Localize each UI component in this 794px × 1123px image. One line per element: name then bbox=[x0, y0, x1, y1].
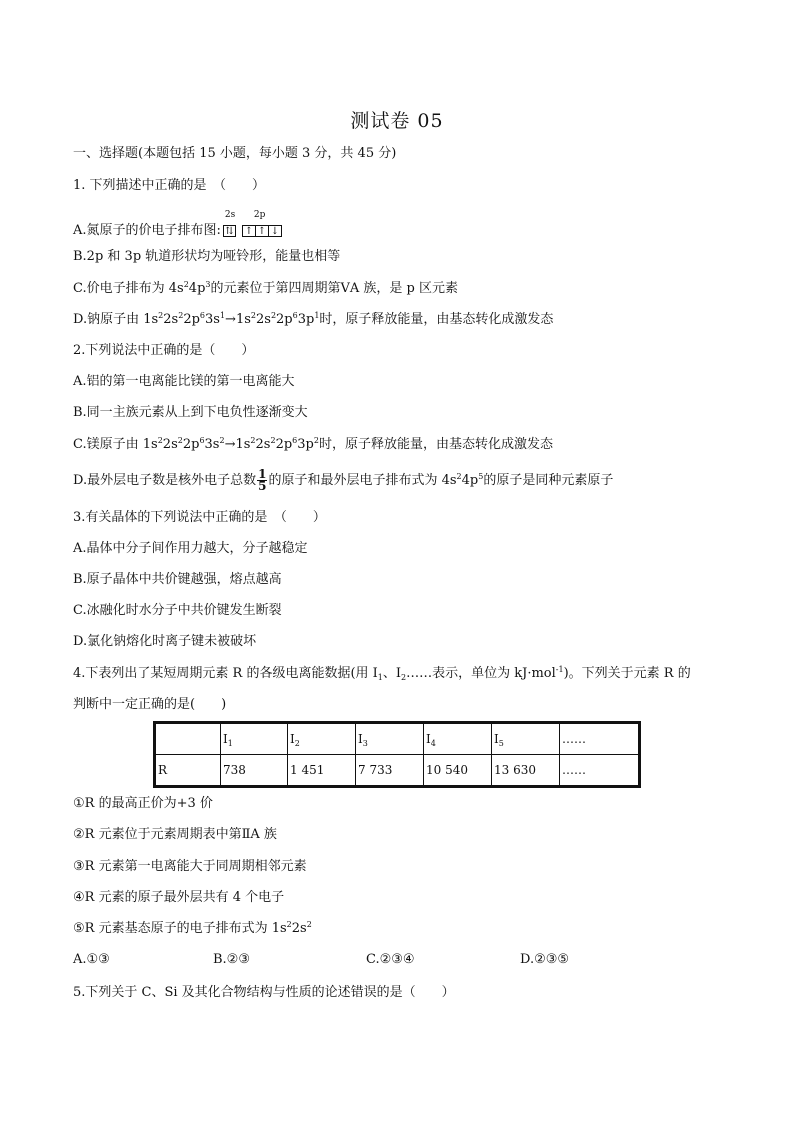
ionization-energy-table bbox=[153, 721, 641, 788]
table-header-cell: $I_3$ bbox=[356, 723, 424, 755]
orbital-2p-box-2: ↑ bbox=[255, 225, 269, 237]
section-heading: 一、选择题(本题包括 15 小题，每小题 3 分，共 45 分) bbox=[73, 146, 397, 161]
q2-option-b: B.同一主族元素从上到下电负性逐渐变大 bbox=[73, 405, 308, 420]
q5-stem: 5.下列关于 C、Si 及其化合物结构与性质的论述错误的是（ ） bbox=[73, 985, 455, 1000]
table-cell: 1 451 bbox=[288, 755, 356, 787]
q1-option-a bbox=[73, 210, 291, 240]
table-cell: 738 bbox=[221, 755, 288, 787]
q4-option-d: D.②③⑤ bbox=[520, 952, 570, 967]
orbital-2s-box: ⇅ bbox=[223, 225, 236, 237]
table-cell: 10 540 bbox=[424, 755, 492, 787]
q3-stem: 3.有关晶体的下列说法中正确的是 （ ） bbox=[73, 510, 326, 525]
q1-option-a-text: A.氮原子的价电子排布图: bbox=[73, 223, 221, 238]
orbital-diagram bbox=[221, 210, 291, 240]
table-header-cell: $I_2$ bbox=[288, 723, 356, 755]
orbital-2p-label: 2p bbox=[253, 210, 266, 220]
q1-option-d: D.钠原子由 $1s^22s^22p^63s^1\to 1s^22s^22p^63p^1$时，原子释放能量，由基态转化成激发态 bbox=[73, 311, 554, 327]
q2-option-d: D.最外层电子数是核外电子总数 $\frac{1}{5}$ 的原子和最外层电子排布式为 $4s^24p^5$的原子是同种元素原子 bbox=[73, 467, 614, 493]
q1-stem: 1. 下列描述中正确的是 （ ） bbox=[73, 178, 266, 193]
q3-option-c: C.冰融化时水分子中共价键发生断裂 bbox=[73, 603, 282, 618]
q4-stem-line1: 4.下表列出了某短周期元素 R 的各级电离能数据(用 $I_1$、$I_2\dots\dots$表示，单位为 kJ·mol$^{-1}$)。下列关于元素 R 的 bbox=[73, 665, 691, 682]
q3-option-d: D.氯化钠熔化时离子键未被破坏 bbox=[73, 634, 257, 649]
q4-statement-1: ①R 的最高正价为+3 价 bbox=[73, 796, 213, 811]
fraction-one-fifth: $\frac{1}{5}$ bbox=[258, 467, 267, 493]
q4-statement-4: ④R 元素的原子最外层共有 4 个电子 bbox=[73, 890, 285, 905]
orbital-2p-box-1: ↑ bbox=[242, 225, 256, 237]
orbital-2p-box-3: ↓ bbox=[268, 225, 282, 237]
q4-option-c: C.②③④ bbox=[366, 952, 415, 967]
page-title: 测试卷 05 bbox=[350, 110, 444, 132]
table-header-cell: …… bbox=[560, 723, 640, 755]
q1-option-c: C.价电子排布为 $4s^24p^3$的元素位于第四周期第ⅤA 族，是 p 区元素 bbox=[73, 280, 458, 296]
q1-option-b: B.2p 和 3p 轨道形状均为哑铃形，能量也相等 bbox=[73, 249, 341, 264]
q4-option-b: B.②③ bbox=[213, 952, 250, 967]
table-row bbox=[155, 755, 640, 787]
table-cell: 7 733 bbox=[356, 755, 424, 787]
table-header-cell bbox=[155, 723, 221, 755]
table-header-cell: $I_1$ bbox=[221, 723, 288, 755]
table-header-cell: $I_4$ bbox=[424, 723, 492, 755]
q3-option-a: A.晶体中分子间作用力越大，分子越稳定 bbox=[73, 541, 308, 556]
q3-option-b: B.原子晶体中共价键越强，熔点越高 bbox=[73, 572, 282, 587]
table-header-cell: $I_5$ bbox=[492, 723, 560, 755]
table-cell: R bbox=[155, 755, 221, 787]
table-header-row bbox=[155, 723, 640, 755]
orbital-2s-label: 2s bbox=[224, 210, 236, 220]
q2-stem: 2.下列说法中正确的是（ ） bbox=[73, 343, 255, 358]
q4-statement-2: ②R 元素位于元素周期表中第ⅡA 族 bbox=[73, 827, 277, 842]
table-cell: 13 630 bbox=[492, 755, 560, 787]
q2-option-c: C.镁原子由 $1s^22s^22p^63s^2\to 1s^22s^22p^63p^2$时，原子释放能量，由基态转化成激发态 bbox=[73, 436, 553, 452]
q4-statement-3: ③R 元素第一电离能大于同周期相邻元素 bbox=[73, 859, 307, 874]
q2-option-a: A.铝的第一电离能比镁的第一电离能大 bbox=[73, 374, 295, 389]
table-cell: …… bbox=[560, 755, 640, 787]
q4-option-a: A.①③ bbox=[73, 952, 110, 967]
q4-statement-5: ⑤R 元素基态原子的电子排布式为 $1s^22s^2$ bbox=[73, 920, 312, 936]
q4-stem-line2: 判断中一定正确的是( ) bbox=[73, 697, 227, 712]
